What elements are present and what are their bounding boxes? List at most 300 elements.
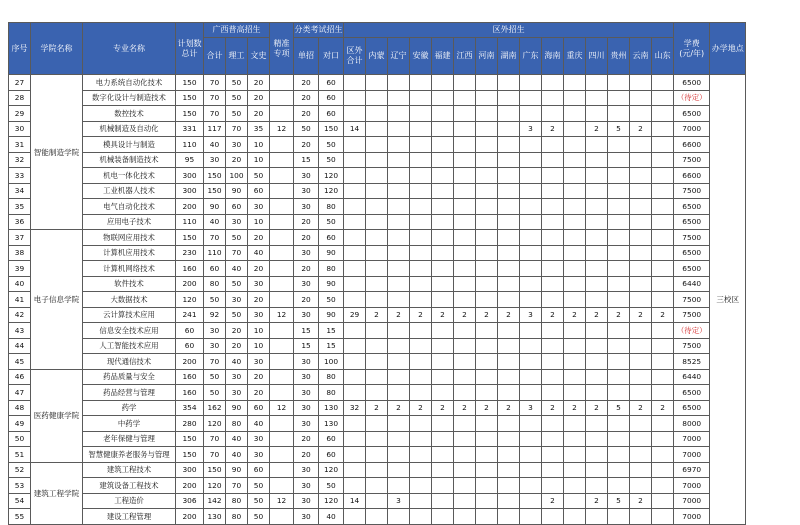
province-cell [432, 199, 454, 215]
exam-cell: 30 [294, 168, 319, 184]
seq-cell: 47 [9, 385, 31, 401]
gx-cell: 30 [248, 199, 270, 215]
precise-cell [270, 447, 294, 463]
major-cell: 药学 [83, 400, 176, 416]
gx-cell: 20 [226, 338, 248, 354]
province-cell [652, 385, 674, 401]
province-cell [630, 199, 652, 215]
gx-cell: 40 [226, 447, 248, 463]
province-cell [652, 168, 674, 184]
plan-total-cell: 160 [176, 369, 204, 385]
gx-cell: 90 [226, 462, 248, 478]
province-cell [454, 431, 476, 447]
seq-cell: 30 [9, 121, 31, 137]
province-cell: 5 [608, 493, 630, 509]
outside-total-cell [344, 168, 366, 184]
plan-total-cell: 150 [176, 230, 204, 246]
province-cell [564, 385, 586, 401]
province-cell [542, 431, 564, 447]
province-cell [564, 261, 586, 277]
province-cell [498, 137, 520, 153]
major-cell: 药品经营与管理 [83, 385, 176, 401]
precise-cell: 12 [270, 307, 294, 323]
table-row [9, 369, 746, 385]
province-cell [410, 493, 432, 509]
table-row [9, 509, 746, 525]
province-cell [432, 493, 454, 509]
province-cell [432, 261, 454, 277]
header-exam-single: 单招 [294, 38, 319, 75]
province-cell [608, 292, 630, 308]
province-cell [586, 369, 608, 385]
plan-total-cell: 300 [176, 462, 204, 478]
province-cell [520, 137, 542, 153]
province-cell [542, 292, 564, 308]
plan-total-cell: 60 [176, 323, 204, 339]
province-cell [366, 245, 388, 261]
province-cell [630, 462, 652, 478]
province-cell: 5 [608, 121, 630, 137]
gx-cell: 50 [204, 385, 226, 401]
province-cell [608, 354, 630, 370]
tuition-cell: 7500 [674, 230, 710, 246]
province-cell [366, 369, 388, 385]
gx-cell: 60 [248, 462, 270, 478]
province-cell [366, 292, 388, 308]
tuition-cell: 6600 [674, 137, 710, 153]
header-exam-counterpart: 对口 [319, 38, 344, 75]
province-cell [498, 509, 520, 525]
plan-total-cell: 150 [176, 90, 204, 106]
outside-total-cell: 14 [344, 121, 366, 137]
province-cell [432, 447, 454, 463]
province-cell [388, 462, 410, 478]
precise-cell [270, 106, 294, 122]
province-cell [498, 230, 520, 246]
province-cell [542, 276, 564, 292]
province-cell [454, 214, 476, 230]
province-cell [432, 509, 454, 525]
province-cell: 2 [432, 307, 454, 323]
province-cell [652, 214, 674, 230]
province-cell [520, 493, 542, 509]
tuition-cell: 7500 [674, 292, 710, 308]
province-cell: 2 [630, 307, 652, 323]
gx-cell: 30 [204, 323, 226, 339]
province-cell [388, 152, 410, 168]
province-cell [476, 447, 498, 463]
province-cell [454, 183, 476, 199]
outside-total-cell [344, 90, 366, 106]
major-cell: 老年保健与管理 [83, 431, 176, 447]
exam-cell: 30 [294, 462, 319, 478]
table-row [9, 323, 746, 339]
exam-cell: 20 [294, 431, 319, 447]
outside-total-cell: 32 [344, 400, 366, 416]
precise-cell [270, 385, 294, 401]
province-cell: 2 [388, 307, 410, 323]
precise-cell [270, 214, 294, 230]
table-row [9, 230, 746, 246]
major-cell: 应用电子技术 [83, 214, 176, 230]
province-cell [454, 493, 476, 509]
tuition-cell: 7500 [674, 307, 710, 323]
province-cell [410, 447, 432, 463]
gx-cell: 10 [248, 323, 270, 339]
gx-cell: 20 [248, 106, 270, 122]
table-row [9, 447, 746, 463]
plan-total-cell: 60 [176, 338, 204, 354]
province-cell [432, 462, 454, 478]
seq-cell: 46 [9, 369, 31, 385]
major-cell: 现代通信技术 [83, 354, 176, 370]
outside-total-cell [344, 462, 366, 478]
tuition-cell: 6500 [674, 214, 710, 230]
seq-cell: 42 [9, 307, 31, 323]
province-cell: 2 [630, 400, 652, 416]
seq-cell: 32 [9, 152, 31, 168]
table-row [9, 261, 746, 277]
precise-cell [270, 199, 294, 215]
exam-cell: 30 [294, 493, 319, 509]
gx-cell: 50 [248, 478, 270, 494]
gx-cell: 30 [204, 152, 226, 168]
province-cell: 2 [542, 121, 564, 137]
province-cell [652, 183, 674, 199]
tuition-cell: 7500 [674, 152, 710, 168]
table-row [9, 199, 746, 215]
gx-cell: 30 [226, 369, 248, 385]
province-cell [410, 137, 432, 153]
table-row [9, 493, 746, 509]
gx-cell: 20 [226, 323, 248, 339]
province-cell [410, 509, 432, 525]
province-cell: 2 [630, 493, 652, 509]
exam-cell: 50 [319, 214, 344, 230]
province-cell [630, 323, 652, 339]
province-cell [608, 276, 630, 292]
header-outside-total: 区外 合计 [344, 38, 366, 75]
major-cell: 机械制造及自动化 [83, 121, 176, 137]
province-cell [432, 416, 454, 432]
exam-cell: 30 [294, 245, 319, 261]
precise-cell [270, 168, 294, 184]
province-cell [388, 338, 410, 354]
exam-cell: 60 [319, 230, 344, 246]
school-cell: 智能制造学院 [31, 75, 83, 230]
province-cell [388, 509, 410, 525]
province-cell [388, 431, 410, 447]
province-cell [520, 385, 542, 401]
exam-cell: 120 [319, 183, 344, 199]
province-cell [366, 354, 388, 370]
province-cell [366, 90, 388, 106]
plan-total-cell: 354 [176, 400, 204, 416]
header-row-top [9, 23, 746, 38]
province-cell [652, 261, 674, 277]
province-cell [498, 462, 520, 478]
province-cell [564, 323, 586, 339]
province-cell [542, 168, 564, 184]
province-cell [410, 75, 432, 91]
province-cell [388, 199, 410, 215]
province-cell [630, 152, 652, 168]
province-cell [608, 369, 630, 385]
table-row [9, 462, 746, 478]
province-cell [476, 230, 498, 246]
tuition-cell: 6500 [674, 75, 710, 91]
province-cell [586, 168, 608, 184]
province-cell [564, 121, 586, 137]
gx-cell: 150 [204, 183, 226, 199]
province-cell [388, 106, 410, 122]
province-cell [520, 168, 542, 184]
province-cell [652, 292, 674, 308]
province-cell [410, 199, 432, 215]
header-precise: 精准 专项 [270, 23, 294, 75]
province-cell [542, 354, 564, 370]
exam-cell: 90 [319, 245, 344, 261]
province-cell [454, 354, 476, 370]
tuition-cell: 6970 [674, 462, 710, 478]
province-cell [388, 168, 410, 184]
province-cell [476, 214, 498, 230]
outside-total-cell [344, 214, 366, 230]
header-major: 专业名称 [83, 23, 176, 75]
gx-cell: 162 [204, 400, 226, 416]
province-cell [586, 431, 608, 447]
tuition-cell: 7500 [674, 338, 710, 354]
major-cell: 大数据技术 [83, 292, 176, 308]
province-cell [608, 230, 630, 246]
precise-cell [270, 416, 294, 432]
province-cell [366, 183, 388, 199]
province-cell [586, 90, 608, 106]
province-cell: 2 [388, 400, 410, 416]
seq-cell: 41 [9, 292, 31, 308]
province-cell [498, 152, 520, 168]
major-cell: 建筑设备工程技术 [83, 478, 176, 494]
province-cell [476, 338, 498, 354]
seq-cell: 28 [9, 90, 31, 106]
province-cell [410, 245, 432, 261]
province-cell [630, 90, 652, 106]
province-cell [454, 416, 476, 432]
province-cell [542, 478, 564, 494]
outside-total-cell [344, 385, 366, 401]
province-cell: 2 [454, 307, 476, 323]
table-row [9, 431, 746, 447]
province-cell [476, 493, 498, 509]
exam-cell: 30 [294, 509, 319, 525]
province-cell [498, 431, 520, 447]
province-cell [432, 75, 454, 91]
tuition-cell: 6500 [674, 261, 710, 277]
province-cell [432, 137, 454, 153]
province-cell [630, 385, 652, 401]
major-cell: 计算机应用技术 [83, 245, 176, 261]
province-cell [454, 292, 476, 308]
province-cell [388, 214, 410, 230]
gx-cell: 20 [248, 90, 270, 106]
province-cell [630, 276, 652, 292]
gx-cell: 110 [204, 245, 226, 261]
exam-cell: 30 [294, 369, 319, 385]
province-cell: 2 [586, 307, 608, 323]
province-cell [388, 292, 410, 308]
province-cell [652, 152, 674, 168]
gx-cell: 80 [226, 509, 248, 525]
province-cell [586, 462, 608, 478]
province-cell [520, 292, 542, 308]
gx-cell: 130 [204, 509, 226, 525]
province-cell [652, 338, 674, 354]
province-cell [410, 416, 432, 432]
province-cell [542, 462, 564, 478]
province-cell [454, 121, 476, 137]
exam-cell: 50 [294, 121, 319, 137]
seq-cell: 33 [9, 168, 31, 184]
province-cell [432, 354, 454, 370]
province-cell [542, 338, 564, 354]
exam-cell: 60 [319, 431, 344, 447]
exam-cell: 30 [294, 416, 319, 432]
tuition-cell: 6500 [674, 400, 710, 416]
seq-cell: 52 [9, 462, 31, 478]
precise-cell [270, 509, 294, 525]
province-cell [520, 261, 542, 277]
province-cell [476, 385, 498, 401]
province-cell [410, 168, 432, 184]
province-cell [630, 292, 652, 308]
province-cell [564, 214, 586, 230]
gx-cell: 70 [204, 447, 226, 463]
province-cell: 2 [498, 400, 520, 416]
province-cell [476, 75, 498, 91]
gx-cell: 50 [226, 276, 248, 292]
table-row [9, 152, 746, 168]
gx-cell: 70 [226, 245, 248, 261]
header-province: 安徽 [410, 38, 432, 75]
province-cell [366, 416, 388, 432]
gx-cell: 90 [204, 199, 226, 215]
province-cell [564, 230, 586, 246]
province-cell: 2 [432, 400, 454, 416]
gx-cell: 40 [248, 416, 270, 432]
province-cell [542, 323, 564, 339]
province-cell [520, 369, 542, 385]
province-cell [586, 230, 608, 246]
province-cell [432, 338, 454, 354]
province-cell [608, 152, 630, 168]
seq-cell: 34 [9, 183, 31, 199]
province-cell [542, 416, 564, 432]
header-outside: 区外招生 [344, 23, 674, 38]
gx-cell: 117 [204, 121, 226, 137]
province-cell [410, 292, 432, 308]
province-cell [652, 245, 674, 261]
exam-cell: 90 [319, 307, 344, 323]
province-cell [608, 75, 630, 91]
province-cell [652, 493, 674, 509]
exam-cell: 80 [319, 199, 344, 215]
province-cell [476, 323, 498, 339]
precise-cell [270, 183, 294, 199]
province-cell [520, 214, 542, 230]
province-cell: 2 [608, 307, 630, 323]
province-cell: 3 [388, 493, 410, 509]
precise-cell [270, 323, 294, 339]
province-cell [432, 90, 454, 106]
province-cell [454, 152, 476, 168]
tuition-cell: 6500 [674, 245, 710, 261]
major-cell: 智慧健康养老服务与管理 [83, 447, 176, 463]
province-cell [454, 385, 476, 401]
outside-total-cell [344, 152, 366, 168]
province-cell [652, 447, 674, 463]
gx-cell: 50 [248, 168, 270, 184]
province-cell [564, 462, 586, 478]
gx-cell: 70 [204, 431, 226, 447]
province-cell [564, 90, 586, 106]
province-cell [564, 431, 586, 447]
province-cell: 2 [652, 307, 674, 323]
plan-total-cell: 150 [176, 106, 204, 122]
gx-cell: 30 [226, 292, 248, 308]
exam-cell: 50 [319, 137, 344, 153]
outside-total-cell [344, 354, 366, 370]
exam-cell: 120 [319, 462, 344, 478]
province-cell [630, 230, 652, 246]
exam-cell: 80 [319, 369, 344, 385]
province-cell [388, 416, 410, 432]
province-cell [608, 462, 630, 478]
plan-total-cell: 200 [176, 354, 204, 370]
province-cell [498, 354, 520, 370]
gx-cell: 70 [204, 354, 226, 370]
plan-total-cell: 230 [176, 245, 204, 261]
gx-cell: 50 [248, 509, 270, 525]
province-cell [476, 152, 498, 168]
outside-total-cell [344, 509, 366, 525]
precise-cell [270, 245, 294, 261]
province-cell [520, 416, 542, 432]
province-cell [388, 276, 410, 292]
province-cell [366, 214, 388, 230]
province-cell [498, 385, 520, 401]
major-cell: 数控技术 [83, 106, 176, 122]
province-cell [432, 183, 454, 199]
province-cell [608, 183, 630, 199]
province-cell [498, 183, 520, 199]
province-cell [498, 245, 520, 261]
province-cell [608, 137, 630, 153]
province-cell: 2 [542, 493, 564, 509]
gx-cell: 70 [204, 90, 226, 106]
exam-cell: 60 [319, 90, 344, 106]
province-cell: 2 [410, 400, 432, 416]
exam-cell: 50 [319, 478, 344, 494]
seq-cell: 27 [9, 75, 31, 91]
province-cell [608, 90, 630, 106]
school-cell: 电子信息学院 [31, 230, 83, 370]
province-cell [366, 323, 388, 339]
province-cell: 2 [366, 400, 388, 416]
gx-cell: 30 [248, 276, 270, 292]
gx-cell: 70 [204, 230, 226, 246]
province-cell: 2 [366, 307, 388, 323]
header-province: 辽宁 [388, 38, 410, 75]
